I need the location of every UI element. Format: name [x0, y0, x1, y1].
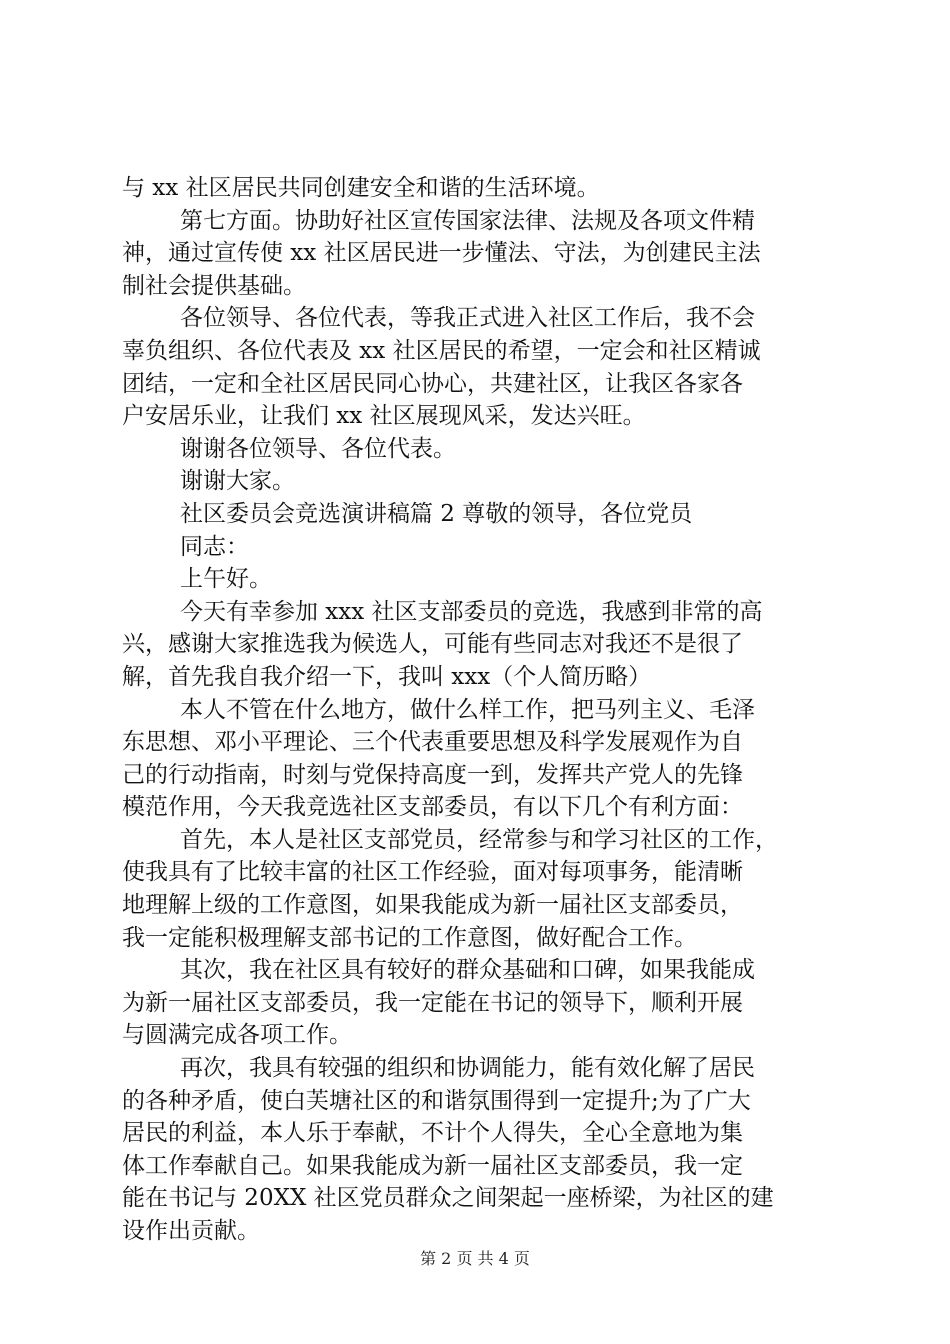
text-line: 与 xx 社区居民共同创建安全和谐的生活环境。 — [122, 175, 600, 201]
text-line: 制社会提供基础。 — [122, 272, 306, 299]
text-line: 为新一届社区支部委员，我一定能在书记的领导下，顺利开展 — [122, 989, 743, 1016]
text-line: 团结，一定和全社区居民同心协心，共建社区，让我区各家各 — [122, 370, 743, 397]
text-line: 解，首先我自我介绍一下，我叫 xxx（个人简历略） — [122, 663, 652, 690]
text-line: 兴，感谢大家推选我为候选人，可能有些同志对我还不是很了 — [122, 631, 743, 658]
text-line: 各位领导、各位代表，等我正式进入社区工作后，我不会 — [180, 305, 755, 332]
text-line: 上午好。 — [180, 566, 272, 593]
page-footer: 第 2 页 共 4 页 — [420, 1249, 530, 1268]
document-body — [122, 172, 842, 1248]
text-line: 本人不管在什么地方，做什么样工作，把马列主义、毛泽 — [180, 696, 755, 723]
text-line: 与圆满完成各项工作。 — [122, 1022, 352, 1049]
text-line: 模范作用，今天我竞选社区支部委员，有以下几个有利方面： — [122, 794, 743, 821]
text-line: 再次，我具有较强的组织和协调能力，能有效化解了居民 — [180, 1055, 755, 1082]
text-line: 的各种矛盾，使白芙塘社区的和谐氛围得到一定提升;为了广大 — [122, 1087, 751, 1114]
text-line: 今天有幸参加 xxx 社区支部委员的竞选，我感到非常的高 — [180, 598, 763, 625]
text-line: 设作出贡献。 — [122, 1218, 260, 1244]
text-line: 同志： — [180, 533, 249, 560]
text-line: 神，通过宣传使 xx 社区居民进一步懂法、守法，为创建民主法 — [122, 240, 761, 267]
text-line: 社区委员会竞选演讲稿篇 2 尊敬的领导，各位党员 — [180, 500, 693, 527]
text-line: 谢谢各位领导、各位代表。 — [180, 435, 456, 462]
text-line: 其次，我在社区具有较好的群众基础和口碑，如果我能成 — [180, 957, 755, 984]
text-line: 谢谢大家。 — [180, 468, 295, 495]
text-line: 使我具有了比较丰富的社区工作经验，面对每项事务，能清晰 — [122, 859, 743, 886]
text-line: 体工作奉献自己。如果我能成为新一届社区支部委员，我一定 — [122, 1152, 743, 1179]
text-line: 能在书记与 20XX 社区党员群众之间架起一座桥梁，为社区的建 — [122, 1185, 774, 1212]
text-line: 东思想、邓小平理论、三个代表重要思想及科学发展观作为自 — [122, 729, 743, 756]
text-line: 我一定能积极理解支部书记的工作意图，做好配合工作。 — [122, 924, 697, 951]
text-line: 己的行动指南，时刻与党保持高度一到，发挥共产党人的先锋 — [122, 761, 743, 788]
text-line: 居民的利益，本人乐于奉献，不计个人得失，全心全意地为集 — [122, 1120, 743, 1147]
text-line: 首先，本人是社区支部党员，经常参与和学习社区的工作， — [180, 826, 778, 853]
text-line: 户安居乐业，让我们 xx 社区展现风采，发达兴旺。 — [122, 403, 646, 430]
text-line: 第七方面。协助好社区宣传国家法律、法规及各项文件精 — [180, 207, 755, 234]
text-line: 地理解上级的工作意图，如果我能成为新一届社区支部委员， — [122, 892, 743, 919]
text-line: 辜负组织、各位代表及 xx 社区居民的希望，一定会和社区精诚 — [122, 337, 761, 364]
